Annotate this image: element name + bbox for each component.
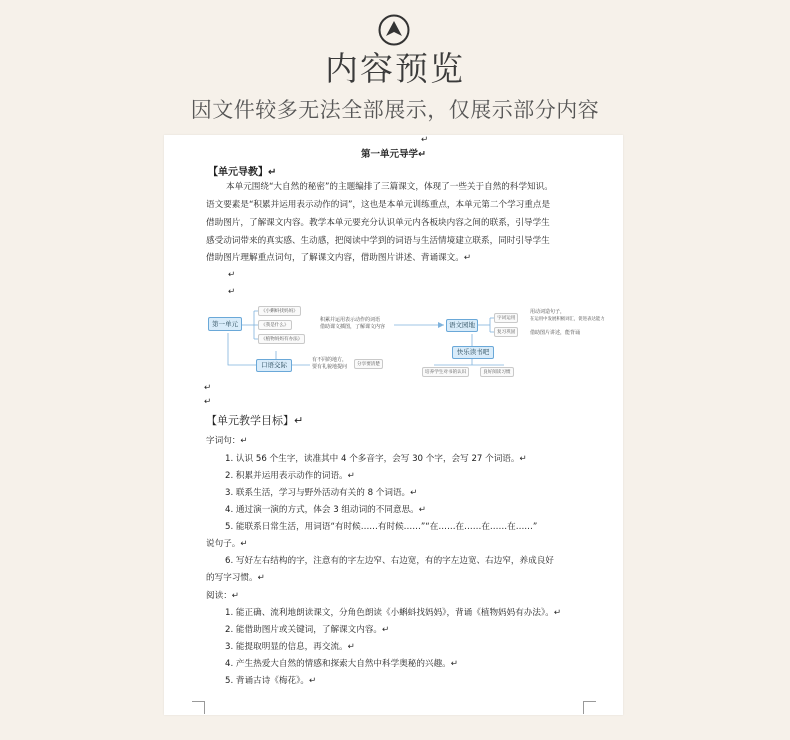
- up-arrow-logo-icon: [378, 14, 410, 46]
- intro-line: 借助图片理解重点词句，了解课文内容，借助图片讲述、背诵课文。↵: [206, 253, 472, 263]
- paragraph-mark: ↵: [228, 270, 236, 280]
- mind-map-tip-node: 分享要清楚: [354, 359, 383, 369]
- section-heading-guide: 【单元导教】↵: [208, 167, 277, 178]
- mind-map-lesson-node: 《小蝌蚪找妈妈》: [258, 306, 301, 316]
- document-title: 第一单元导学↵: [361, 149, 426, 160]
- paragraph-mark: ↵: [204, 397, 212, 407]
- intro-line: 感受动词带来的真实感、生动感，把阅读中学到的词语与生活情境建立联系，同时引导学生: [206, 236, 550, 246]
- mind-map-reading-item: 培养学生对书的认识: [422, 367, 469, 377]
- goals-subheading: 阅读：↵: [206, 591, 239, 601]
- page-corner-mark: [192, 701, 205, 714]
- mind-map-center-node: 第一单元: [208, 317, 242, 331]
- goal-item: 1. 认识 56 个生字，读准其中 4 个多音字，会写 30 个字，会写 27 个词语。↵: [225, 454, 527, 464]
- mind-map-note: 借助课文插图，了解课文内容: [320, 324, 386, 330]
- goal-item-continued: 说句子。↵: [206, 539, 248, 549]
- goal-item: 5. 能联系日常生活，用词语“有时候……有时候……”“在……在……在……在……”: [225, 522, 538, 532]
- goals-subheading: 字词句：↵: [206, 436, 248, 446]
- paragraph-mark: ↵: [204, 383, 212, 393]
- paragraph-mark: ↵: [228, 287, 236, 297]
- intro-line: 语文要素是“积累并运用表示动作的词”，这也是本单元训练重点，本单元第二个学习重点是: [206, 200, 551, 210]
- goal-item: 3. 能提取明显的信息，再交流。↵: [225, 642, 355, 652]
- page-subtitle: 因文件较多无法全部展示，仅展示部分内容: [190, 98, 600, 122]
- goal-item-continued: 的写字习惯。↵: [206, 573, 265, 583]
- mind-map-reading-node: 快乐读书吧: [452, 346, 494, 359]
- goal-item: 6. 写好左右结构的字，注意有的字左边窄、右边宽，有的字左边宽、右边窄，养成良好: [225, 556, 554, 566]
- intro-line: 本单元围绕“大自然的秘密”的主题编排了三篇课文，体现了一些关于自然的科学知识。: [226, 182, 553, 192]
- goal-item: 4. 通过演一演的方式，体会 3 组动词的不同意思。↵: [225, 505, 426, 515]
- goal-item: 5. 背诵古诗《梅花》。↵: [225, 676, 317, 686]
- goal-item: 2. 积累并运用表示动作的词语。↵: [225, 471, 355, 481]
- mind-map-note: 要有礼貌地提问: [312, 364, 348, 370]
- intro-line: 借助图片，了解课文内容。教学本单元要充分认识单元内各板块内容之间的联系，引导学生: [206, 218, 550, 228]
- mind-map-oral-node: 口语交际: [256, 359, 292, 372]
- mind-map-reading-item: 良好阅读习惯: [480, 367, 514, 377]
- mind-map-lesson-node: 《我是什么》: [258, 320, 292, 330]
- section-heading-goals: 【单元教学目标】↵: [206, 414, 304, 427]
- mind-map-note: 借助图片讲述，能背诵: [530, 330, 581, 336]
- preview-header: [0, 0, 790, 135]
- document-preview: [164, 135, 623, 715]
- goal-item: 3. 联系生活，学习与野外活动有关的 8 个词语。↵: [225, 488, 418, 498]
- goal-item: 2. 能借助图片或关键词，了解课文内容。↵: [225, 625, 390, 635]
- page-corner-mark: [583, 701, 596, 714]
- goal-item: 1. 能正确、流利地朗读课文，分角色朗读《小蝌蚪找妈妈》，背诵《植物妈妈有办法》。↵: [225, 608, 562, 618]
- unit-mind-map: [204, 303, 605, 385]
- goal-item: 4. 产生热爱大自然的情感和探索大自然中科学奥秘的兴趣。↵: [225, 659, 458, 669]
- page-title: 内容预览: [325, 49, 465, 88]
- paragraph-mark: ↵: [421, 135, 429, 145]
- mind-map-note: 用动词造句子，: [530, 309, 566, 315]
- mind-map-garden-item: 复习巩固: [494, 327, 518, 337]
- mind-map-note: 在运用中发展积极词汇，促进表达能力: [530, 317, 605, 322]
- mind-map-garden-node: 语文园地: [446, 319, 478, 332]
- mind-map-garden-item: 字词运用: [494, 313, 518, 323]
- mind-map-note: 有不同的地方，: [312, 357, 348, 363]
- mind-map-lesson-node: 《植物妈妈有办法》: [258, 334, 305, 344]
- mind-map-note: 积累并运用表示动作的词语: [320, 317, 381, 323]
